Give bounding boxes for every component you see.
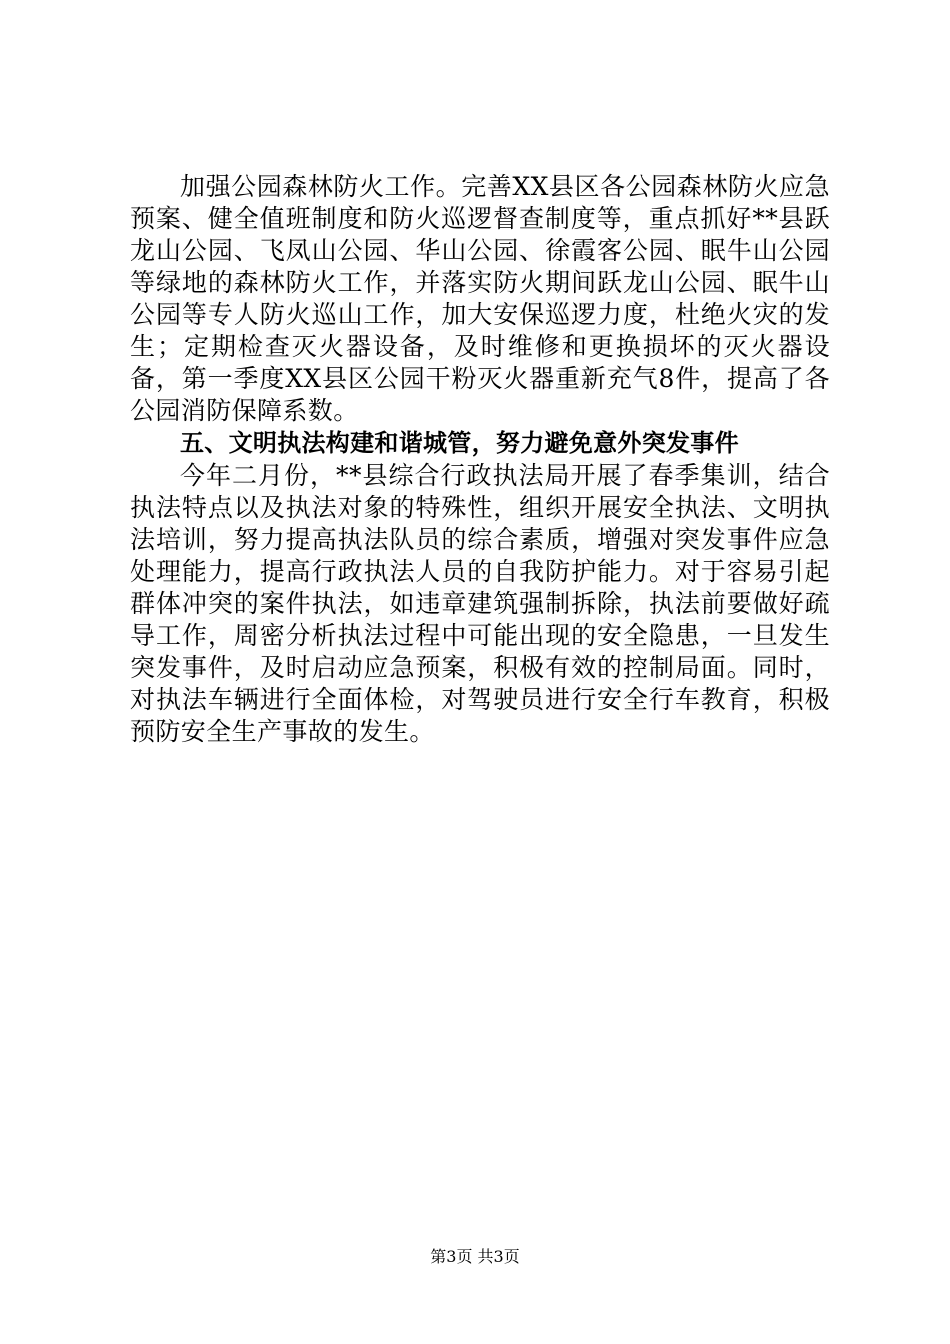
section-heading: 五、文明执法构建和谐城管，努力避免意外突发事件	[180, 429, 739, 457]
document-body	[130, 171, 830, 748]
paragraph-forest-fire-prevention: 加强公园森林防火工作。完善XX县区各公园森林防火应急预案、健全值班制度和防火巡逻督查制度等，重点抓好**县跃龙山公园、飞凤山公园、华山公园、徐霞客公园、眠牛山公园等绿地的森林防火工作，并落实防火期间跃龙山公园、眠牛山公园等专人防火巡山工作，加大安保巡逻力度，杜绝火灾的发生；定期检查灭火器设备，及时维修和更换损坏的灭火器设备，第一季度XX县区公园干粉灭火器重新充气8件，提高了各公园消防保障系数。	[130, 172, 830, 425]
page-footer: 第3页 共3页	[430, 1247, 520, 1266]
paragraph-civilized-law-enforcement: 今年二月份，**县综合行政执法局开展了春季集训，结合执法特点以及执法对象的特殊性，组织开展安全执法、文明执法培训，努力提高执法队员的综合素质，增强对突发事件应急处理能力，提高行政执法人员的自我防护能力。对于容易引起群体冲突的案件执法，如违章建筑强制拆除，执法前要做好疏导工作，周密分析执法过程中可能出现的安全隐患，一旦发生突发事件，及时启动应急预案，积极有效的控制局面。同时，对执法车辆进行全面体检，对驾驶员进行安全行车教育，积极预防安全生产事故的发生。	[130, 461, 830, 746]
